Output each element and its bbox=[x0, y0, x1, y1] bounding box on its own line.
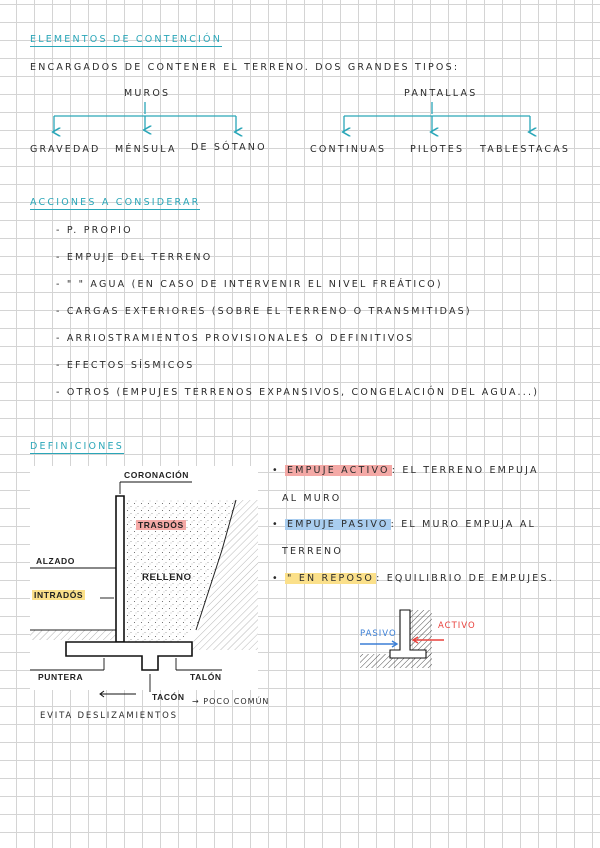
label-alzado: ALZADO bbox=[36, 556, 76, 566]
pantallas-label: PANTALLAS bbox=[404, 88, 478, 99]
accion-item: - ARRIOSTRAMIENTOS PROVISIONALES O DEFINITIVOS bbox=[56, 333, 415, 344]
def-reposo: • " EN REPOSO : EQUILIBRIO DE EMPUJES. bbox=[272, 573, 554, 584]
accion-item: - EFECTOS SÍSMICOS bbox=[56, 360, 195, 371]
accion-item: - P. PROPIO bbox=[56, 225, 133, 236]
pasivo-text: : EL MURO EMPUJA AL bbox=[390, 519, 537, 530]
accion-item: - OTROS (EMPUJES TERRENOS EXPANSIVOS, CONGELACIÓN DEL AGUA...) bbox=[56, 387, 540, 398]
reposo-text: : EQUILIBRIO DE EMPUJES. bbox=[376, 573, 554, 584]
reposo-term: " EN REPOSO bbox=[287, 573, 375, 584]
retaining-wall-drawing bbox=[0, 460, 260, 700]
label-poco-comun: → POCO COMÚN bbox=[192, 697, 270, 706]
label-relleno: RELLENO bbox=[142, 572, 192, 583]
def-pasivo-cont: TERRENO bbox=[282, 546, 343, 557]
muros-label: MUROS bbox=[124, 88, 171, 99]
label-trasdos bbox=[136, 520, 186, 530]
def-activo: • EMPUJE ACTIVO : EL TERRENO EMPUJA bbox=[272, 465, 539, 476]
def-activo-cont: AL MURO bbox=[282, 493, 342, 504]
intrados-highlight: INTRADÓS bbox=[34, 590, 84, 600]
label-puntera: PUNTERA bbox=[38, 672, 84, 682]
pantalla-type-continuas: CONTINUAS bbox=[310, 144, 387, 155]
accion-item: - " " AGUA (EN CASO DE INTERVENIR EL NIVEL FREÁTICO) bbox=[56, 279, 443, 290]
muro-type-mensula: MÉNSULA bbox=[115, 144, 177, 155]
section-title-definiciones: DEFINICIONES bbox=[30, 441, 124, 452]
pressure-mini-diagram bbox=[356, 604, 476, 674]
accion-item: - EMPUJE DEL TERRENO bbox=[56, 252, 213, 263]
label-evita-deslizamientos: EVITA DESLIZAMIENTOS bbox=[40, 711, 178, 721]
label-intrados bbox=[32, 590, 85, 600]
activo-text: : EL TERRENO EMPUJA bbox=[391, 465, 539, 476]
section-title-elementos: ELEMENTOS DE CONTENCIÓN bbox=[30, 34, 223, 45]
activo-term: EMPUJE ACTIVO bbox=[287, 465, 390, 476]
pasivo-term: EMPUJE PASIVO bbox=[287, 519, 389, 530]
muro-type-sotano: DE SÓTANO bbox=[191, 142, 267, 153]
pantalla-type-pilotes: PILOTES bbox=[410, 144, 465, 155]
label-activo: ACTIVO bbox=[438, 621, 476, 631]
label-tacon: TACÓN bbox=[152, 692, 185, 702]
section-title-acciones: ACCIONES A CONSIDERAR bbox=[30, 197, 201, 208]
label-coronacion: CORONACIÓN bbox=[124, 470, 190, 480]
muro-type-gravedad: GRAVEDAD bbox=[30, 144, 101, 155]
intro-text: ENCARGADOS DE CONTENER EL TERRENO. DOS GRANDES TIPOS: bbox=[30, 62, 460, 73]
label-pasivo: PASIVO bbox=[360, 629, 397, 639]
def-pasivo: • EMPUJE PASIVO : EL MURO EMPUJA AL bbox=[272, 519, 537, 530]
trasdos-highlight: TRASDÓS bbox=[138, 520, 184, 530]
accion-item: - CARGAS EXTERIORES (SOBRE EL TERRENO O TRANSMITIDAS) bbox=[56, 306, 472, 317]
pantalla-type-tablestacas: TABLESTACAS bbox=[480, 144, 571, 155]
label-talon: TALÓN bbox=[190, 672, 222, 682]
